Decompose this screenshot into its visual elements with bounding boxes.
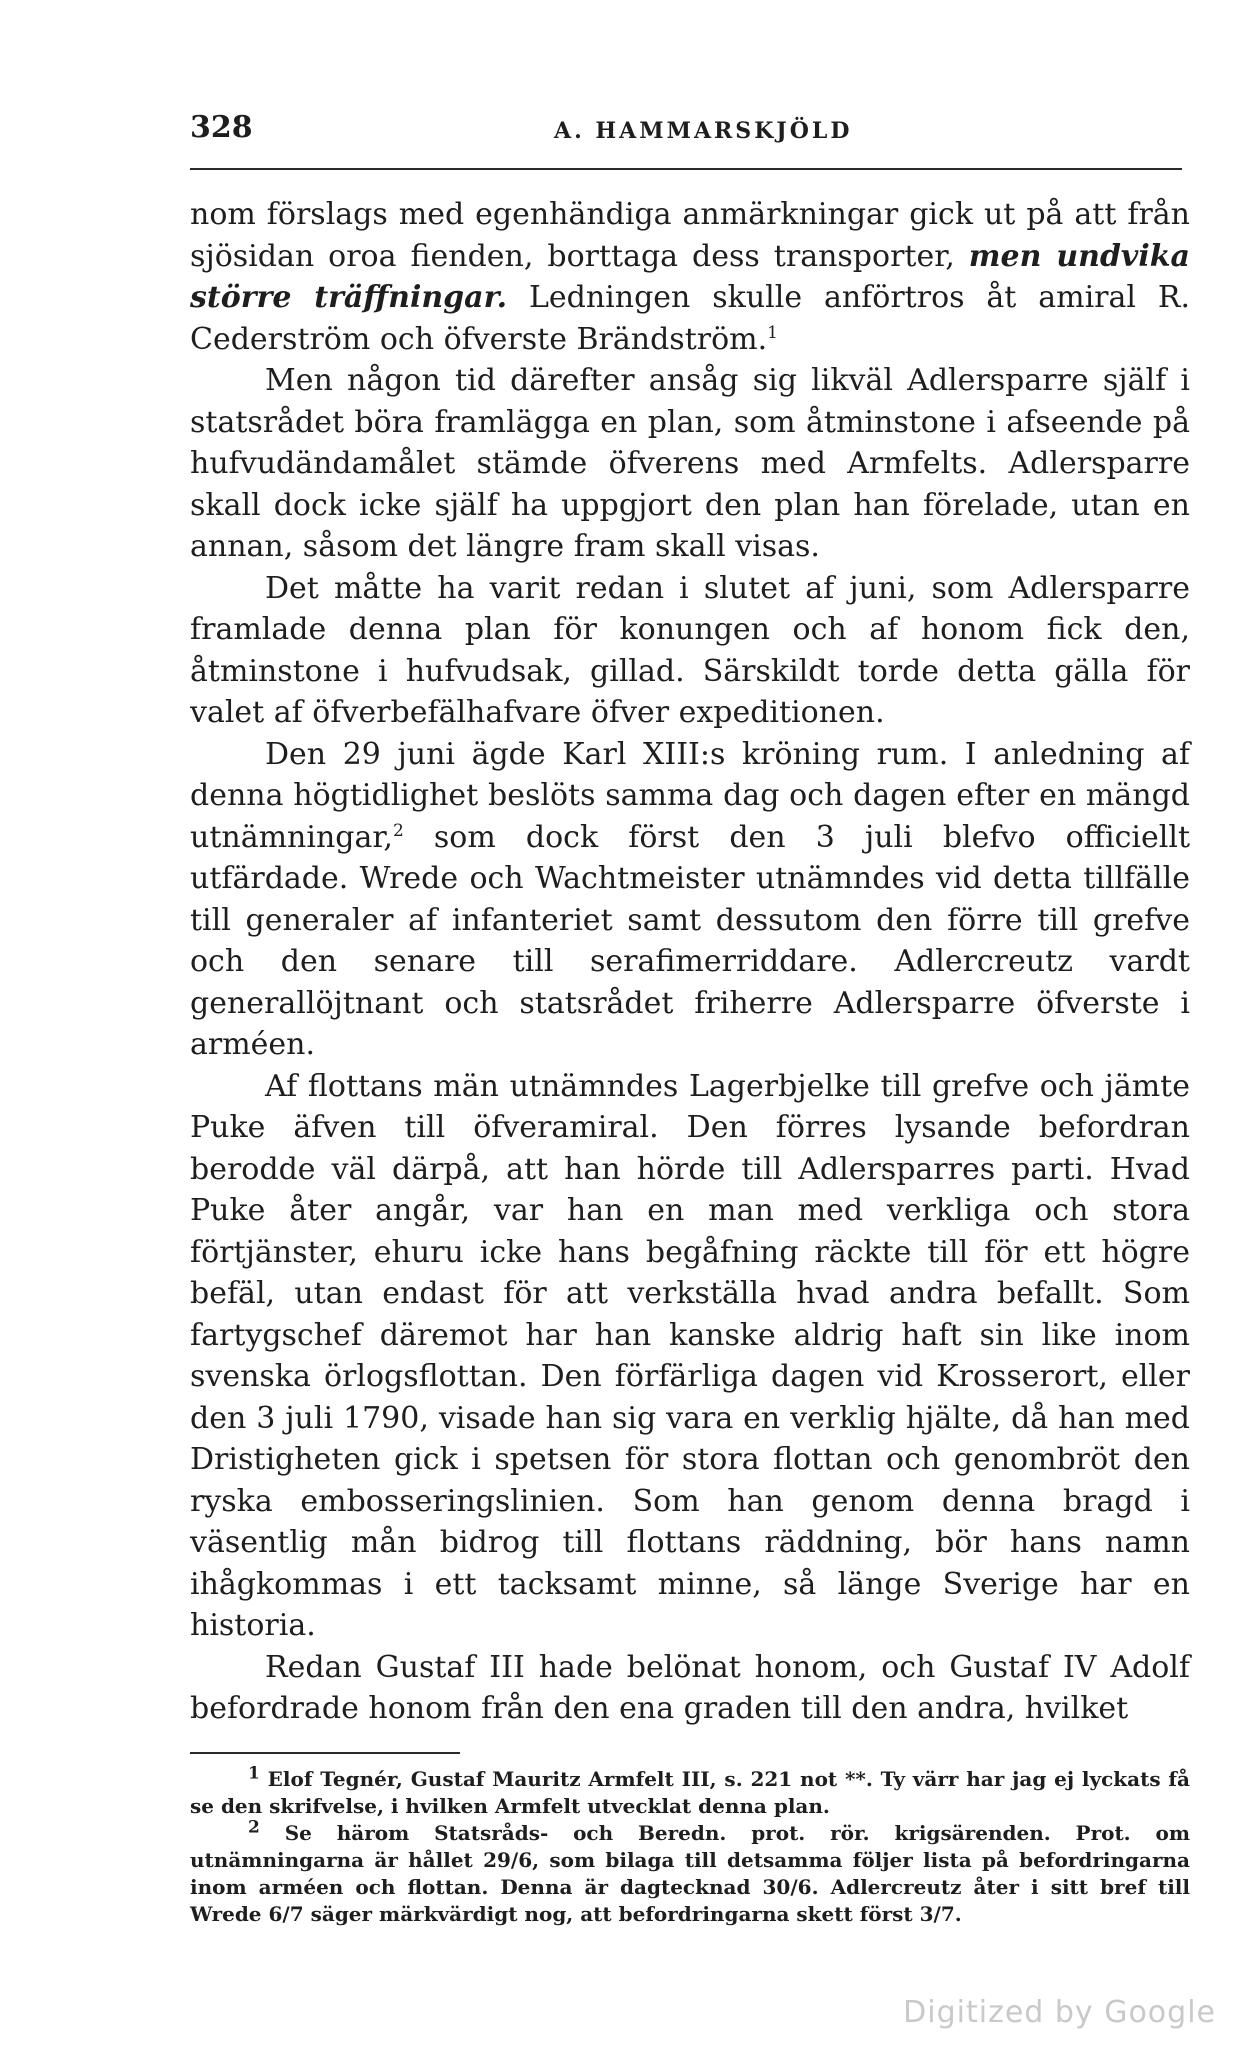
- footnote-2-text: säger märkvärdigt nog, att befordringarna skett först: [303, 1901, 920, 1926]
- paragraph-1-text-end: Ledningen skulle anförtros åt amiral R. Cederström och öfverste Brändström.: [190, 280, 1190, 357]
- paragraph-3: Det måtte ha varit redan i slutet af juni, som Adlersparre framlade denna plan för konungen och af honom fick den, åtminstone i hufvudsak, gillad. Särskildt torde detta gälla för valet af öfverbefälhafvare öfver expeditionen.: [190, 570, 1190, 730]
- footnote-1-text: Elof Tegnér, Gustaf Mauritz Armfelt III, s. 221 not **. Ty värr har jag ej lyckats få se den skrifvelse, i hvilken Armfelt utvecklat denna plan.: [190, 1766, 1190, 1818]
- footnote-2-text: . Adlercreutz åter i sitt bref till Wrede: [190, 1874, 1190, 1926]
- footnote-2-date: 6/7: [268, 1901, 304, 1926]
- footnote-2-date: 3/7: [919, 1901, 955, 1926]
- paragraph-4: [190, 734, 1190, 1066]
- running-title: A. HAMMARSKJÖLD: [554, 118, 853, 144]
- footnote-2-text: , som bilaga till detsamma följer lista på befordringarna inom arméen och flottan. Denna är dagtecknad: [190, 1847, 1190, 1899]
- book-page: [190, 110, 1190, 1928]
- footnote-ref-1: 1: [767, 322, 778, 343]
- paragraph-5: Af flottans män utnämndes Lagerbjelke till grefve och jämte Puke äfven till öfveramiral. Den förres lysande befordran berodde väl därpå, att han hörde till Adlersparres parti. Hvad Puke åter angår, var han en man med verkliga och stora förtjänster, ehuru icke hans begåfning räckte till för ett högre befäl, utan endast för att verkställa hvad andra befallt. Som fartygschef däremot har han kanske aldrig haft sin like inom svenska örlogsflottan. Den förfärliga dagen vid Krosserort, eller den 3 juli 1790, visade han sig vara en verklig hjälte, då han med Dristigheten gick i spetsen för stora flottan och genombröt den ryska embosseringslinien. Som han genom denna bragd i väsentlig mån bidrog till flottans räddning, bör hans namn ihågkommas i ett tacksamt minne, så länge Sverige har en historia.: [190, 1068, 1190, 1643]
- digitization-watermark: Digitized by Google: [903, 1995, 1216, 2030]
- paragraph-1: [190, 194, 1190, 360]
- footnote-2-date: 29/6: [483, 1847, 533, 1872]
- paragraph-1-text: nom förslags med egenhändiga anmärkningar gick ut på att från sjösidan oroa fienden, borttaga dess transporter,: [190, 197, 1190, 274]
- page-number: 328: [190, 110, 253, 145]
- footnote-ref-2: 2: [392, 820, 404, 841]
- paragraph-2: Men någon tid därefter ansåg sig likväl Adlersparre själf i statsrådet böra framlägga en plan, som åtminstone i afseende på hufvudändamålet stämde öfverens med Armfelts. Adlersparre skall dock icke själf ha uppgjort den plan han förelade, utan en annan, såsom det längre fram skall visas.: [190, 363, 1190, 564]
- footnote-1: [190, 1762, 1190, 1820]
- body-text: [190, 194, 1190, 1730]
- footnote-2-text-end: .: [954, 1901, 962, 1926]
- running-head: [190, 110, 1190, 154]
- paragraph-6: Redan Gustaf III hade belönat honom, och Gustaf IV Adolf befordrade honom från den ena graden till den andra, hvilket: [190, 1649, 1190, 1726]
- header-rule: [190, 168, 1182, 170]
- paragraph-4-text: Den 29 juni ägde Karl XIII:s kröning rum. I anledning af denna högtidlighet beslöts samma dag och dagen efter en mängd utnämningar,: [190, 736, 1190, 855]
- footnote-2-date: 30/6: [762, 1874, 812, 1899]
- footnote-2-text: Se härom Statsråds- och Beredn. prot. rör. krigsärenden. Prot. om utnämningarna är hållet: [190, 1820, 1190, 1872]
- footnote-2: [190, 1816, 1190, 1928]
- footnotes: [190, 1762, 1190, 1928]
- footnote-1-mark: 1: [248, 1762, 260, 1783]
- paragraph-4-text-end: som dock först den 3 juli blefvo officiellt utfärdade. Wrede och Wachtmeister utnämndes vid detta tillfälle till generaler af infanteriet samt dessutom den förre till grefve och den senare till serafimerriddare. Adlercreutz vardt generallöjtnant och statsrådet friherre Adlersparre öfverste i arméen.: [190, 819, 1190, 1062]
- footnote-2-mark: 2: [248, 1816, 260, 1837]
- emphasis-text: men undvika större träffningar.: [190, 238, 1190, 315]
- footnote-rule: [190, 1752, 460, 1754]
